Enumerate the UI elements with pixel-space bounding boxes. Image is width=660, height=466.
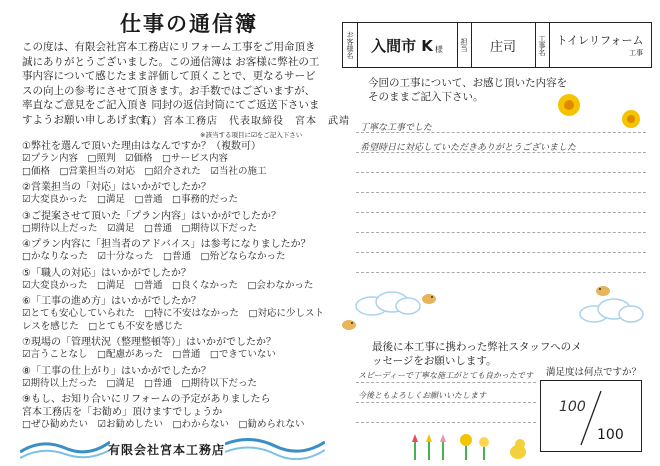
option-row[interactable]: □期待以上だった ☑満足 □普通 □期待以下だった xyxy=(22,222,257,234)
company-name: 有限会社宮本工務店 xyxy=(108,443,226,457)
work-name: トイレリフォーム xyxy=(556,34,644,47)
score-value: 100 xyxy=(559,399,586,415)
question-3 xyxy=(22,210,342,236)
feedback-handwriting: 希望時日に対応していただきありがとうございました xyxy=(360,143,577,153)
work-suffix: 工事 xyxy=(629,49,643,57)
feedback-handwriting: 丁寧な工事でした xyxy=(360,123,433,133)
question-4 xyxy=(22,238,342,264)
feedback-line xyxy=(356,212,646,213)
question-5 xyxy=(22,267,342,293)
customer-header-box xyxy=(342,22,652,68)
staff-name: 庄司 xyxy=(489,39,516,55)
staff-message-prompt: 最後に本工事に携わった弊社スタッフへのメッセージをお願いします。 xyxy=(372,341,582,367)
flowers-decoration xyxy=(406,430,536,462)
option-row[interactable]: ☑大変良かった □満足 □普通 □事務的だった xyxy=(22,194,238,205)
option-row[interactable]: □かなりなった ☑十分なった □普通 □殆どならなかった xyxy=(22,251,286,262)
option-row[interactable]: ☑期待以上だった □満足 □普通 □期待以下だった xyxy=(22,377,257,389)
feedback-line xyxy=(356,192,646,193)
question-text: ②営業担当の「対応」はいかがでしたか？ xyxy=(22,182,211,193)
intro-text: この度は、有限会社宮本工務店にリフォーム工事をご用命頂き誠にありがとうございました。この通信簿は お客様に弊社の工事内容について感じたまま評価して頂くことで、更なるサービスの向上の参考にさせて頂きます。お手数ではございますが、率直なご意見をご記入頂き 同封の返信封筒にてご返送下さいますようお願い申しあげます。 xyxy=(22,41,320,126)
option-row[interactable]: □価格 □営業担当の対応 □紹介された ☑当社の施工 xyxy=(22,165,267,177)
staff-message-handwriting: スピーディーで丁寧な施工がとても良かったです xyxy=(358,371,534,380)
staff-message-handwriting: 今後ともよろしくお願いいたします xyxy=(358,391,486,400)
work-name-cell xyxy=(549,23,651,67)
work-label-cell xyxy=(535,23,550,67)
question-6 xyxy=(22,295,342,333)
question-1 xyxy=(22,140,342,178)
sunflower-small-icon xyxy=(620,108,642,130)
feedback-line xyxy=(356,252,646,253)
question-text: ⑨もし、お知り合いにリフォームの予定がありましたら xyxy=(22,394,271,405)
staff-label-cell xyxy=(457,23,472,67)
question-7 xyxy=(22,336,342,362)
satisfaction-label: 満足度は何点ですか？ xyxy=(546,367,642,378)
satisfaction-score-box xyxy=(540,380,642,452)
staff-label: 担当 xyxy=(460,38,468,52)
question-text: ⑥「工事の進め方」はいかがでしたか？ xyxy=(22,296,201,307)
page-title: 仕事の通信簿 xyxy=(120,12,258,36)
option-row[interactable]: □ぜひ勧めたい ☑お勧めしたい □わからない □勧められない xyxy=(22,419,305,430)
signature: （有）宮本工務店 代表取締役 宮本 武靖 xyxy=(130,116,350,127)
bird-icon xyxy=(594,282,612,298)
question-text: 宮本工務店を「お勧め」頂けますでしょうか xyxy=(22,407,223,418)
question-text: ⑦現場の「管理状況（整理整頓等）」はいかがでしたか？ xyxy=(22,337,276,348)
customer-name: 入間市 K xyxy=(371,36,433,55)
question-text: ①弊社を選んで頂いた理由はなんですか？（複数可） xyxy=(22,141,261,152)
customer-label-cell xyxy=(343,23,358,67)
question-8 xyxy=(22,365,342,391)
staff-message-line xyxy=(356,382,536,383)
question-9 xyxy=(22,393,342,432)
option-row[interactable]: レスを感じた □とても不安を感じた xyxy=(22,320,183,332)
customer-name-cell xyxy=(357,23,458,67)
work-label: 工事名 xyxy=(538,34,546,56)
feedback-line xyxy=(356,272,646,273)
wave-decoration-left xyxy=(20,432,110,460)
wave-decoration-right xyxy=(225,432,325,460)
questionnaire xyxy=(22,140,342,432)
question-text: ⑤「職人の対応」はいかがでしたか？ xyxy=(22,267,191,279)
instruction-note: ※該当する項目に☑をご記入下さい xyxy=(200,131,303,139)
bird-icon xyxy=(340,316,358,332)
score-max: 100 xyxy=(597,427,624,443)
question-2 xyxy=(22,181,342,207)
staff-name-cell xyxy=(471,23,536,67)
question-text: ④プラン内容に「担当者のアドバイス」は参考になりましたか？ xyxy=(22,239,311,250)
question-text: ⑧「工事の仕上がり」はいかがでしたか？ xyxy=(22,365,211,377)
score-divider xyxy=(541,381,641,451)
feedback-line xyxy=(356,232,646,233)
cloud-icon xyxy=(352,288,422,316)
staff-message-line xyxy=(356,422,536,423)
feedback-prompt: 今回の工事について、お感じ頂いた内容をそのままご記入下さい。 xyxy=(368,77,568,103)
staff-message-line xyxy=(356,402,536,403)
feedback-line xyxy=(356,172,646,173)
option-row[interactable]: ☑とても安心していられた □特に不安はなかった □対応に少しスト xyxy=(22,308,324,319)
option-row[interactable]: ☑言うことなし □配慮があった □普通 □できていない xyxy=(22,349,276,360)
cloud-icon xyxy=(576,296,646,324)
option-row[interactable]: ☑プラン内容 □照判 ☑価格 □サービス内容 xyxy=(22,153,228,164)
question-text: ③ご提案させて頂いた「プラン内容」はいかがでしたか？ xyxy=(22,210,281,222)
bird-icon xyxy=(420,290,438,306)
customer-label: お客様名 xyxy=(346,31,354,59)
customer-honorific: 様 xyxy=(434,45,443,54)
sunflower-icon xyxy=(556,92,582,118)
option-row[interactable]: ☑大変良かった □満足 □普通 □良くなかった □会わなかった xyxy=(22,279,314,291)
